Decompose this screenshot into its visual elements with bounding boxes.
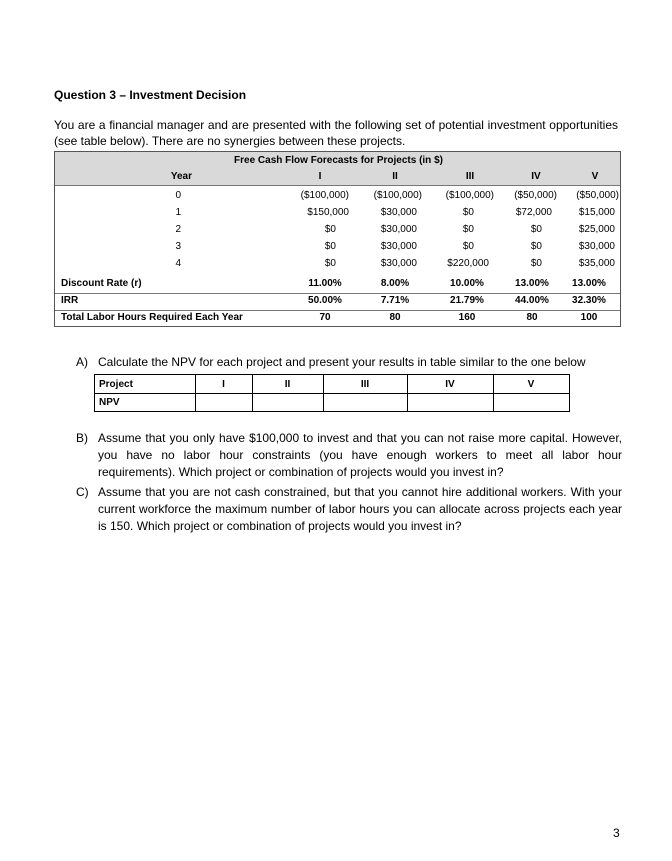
page-number: 3 (613, 826, 620, 840)
question-a-label: A) (76, 355, 88, 369)
cash-flow-cell: $30,000 (380, 241, 417, 252)
project-header: V (591, 171, 599, 182)
cash-flow-cell: ($50,000) (576, 190, 619, 201)
cash-flow-cell: $35,000 (578, 258, 615, 269)
question-b (76, 430, 622, 482)
npv-project-label: Project (99, 379, 133, 390)
year-label: 2 (175, 224, 181, 235)
year-label: 0 (175, 190, 181, 201)
cash-flow-cell: $0 (324, 258, 336, 269)
labor-hours-cell: 100 (580, 312, 598, 323)
npv-project-header: I (222, 379, 225, 390)
cash-flow-cell: $0 (530, 241, 542, 252)
question-c-text: Assume that you are not cash constrained, but that you cannot hire additional workers. With your current workforce the maximum number of labor hours you can allocate across projects each year is 150. Which project or combination of projects would you invest in? (98, 485, 622, 533)
question-b-label: B) (76, 431, 88, 445)
irr-cell: 7.71% (380, 295, 410, 306)
npv-table (94, 374, 570, 412)
year-label: 3 (175, 241, 181, 252)
cash-flow-cell: $0 (324, 224, 336, 235)
cash-flow-cell: ($50,000) (514, 190, 557, 201)
irr-cell: 44.00% (515, 295, 549, 306)
cash-flow-cell: $150,000 (307, 207, 349, 218)
year-header: Year (170, 171, 192, 182)
npv-project-header: IV (445, 379, 455, 390)
cash-flow-cell: $25,000 (578, 224, 615, 235)
project-header: II (392, 171, 398, 182)
project-header: III (465, 171, 475, 182)
question-c-label: C) (76, 485, 89, 499)
cash-flow-cell: $30,000 (578, 241, 615, 252)
cash-flow-cell: ($100,000) (300, 190, 349, 201)
cash-flow-cell: $30,000 (380, 258, 417, 269)
cash-flow-cell: ($100,000) (373, 190, 422, 201)
cash-flow-cell: $30,000 (380, 207, 417, 218)
npv-project-header: III (360, 379, 370, 390)
cash-flow-cell: $72,000 (515, 207, 552, 218)
labor-hours-cell: 80 (389, 312, 401, 323)
labor-hours-cell: 160 (458, 312, 476, 323)
discount-rate-cell: 13.00% (572, 278, 606, 289)
cash-flow-table (54, 151, 621, 327)
question-a-text: Calculate the NPV for each project and present your results in table similar to the one below (98, 355, 586, 369)
cash-flow-cell: $220,000 (447, 258, 489, 269)
irr-cell: 32.30% (572, 295, 606, 306)
npv-row-label: NPV (99, 397, 120, 408)
cash-flow-cell: $15,000 (578, 207, 615, 218)
labor-hours-cell: 70 (319, 312, 331, 323)
intro-paragraph: You are a financial manager and are presented with the following set of potential investment opportunities (see table below). There are no synergies between these projects. (54, 118, 618, 148)
labor-hours-label: Total Labor Hours Required Each Year (61, 312, 243, 323)
discount-rate-label: Discount Rate (r) (61, 278, 142, 289)
year-label: 4 (175, 258, 181, 269)
discount-rate-cell: 10.00% (450, 278, 484, 289)
project-header: I (318, 171, 322, 182)
discount-rate-cell: 11.00% (308, 278, 342, 289)
table-caption: Free Cash Flow Forecasts for Projects (in $) (234, 155, 443, 166)
discount-rate-cell: 13.00% (515, 278, 549, 289)
cash-flow-cell: ($100,000) (445, 190, 494, 201)
question-b-text: Assume that you only have $100,000 to invest and that you can not raise more capital. However, you have no labor hour constraints (you have enough workers to meet all labor hour requirements). Which project or combination of projects would you invest in? (98, 431, 622, 479)
cash-flow-cell: $0 (462, 224, 474, 235)
question-title: Question 3 – Investment Decision (54, 88, 247, 102)
cash-flow-cell: $0 (530, 224, 542, 235)
cash-flow-cell: $30,000 (380, 224, 417, 235)
year-label: 1 (175, 207, 181, 218)
cash-flow-cell: $0 (462, 241, 474, 252)
irr-cell: 21.79% (450, 295, 484, 306)
question-c (76, 484, 622, 536)
npv-project-header: V (527, 379, 535, 390)
cash-flow-cell: $0 (462, 207, 474, 218)
irr-label: IRR (61, 295, 79, 306)
irr-cell: 50.00% (308, 295, 342, 306)
cash-flow-cell: $0 (324, 241, 336, 252)
row-divider (95, 393, 569, 394)
npv-project-header: II (284, 379, 291, 390)
cash-flow-cell: $0 (530, 258, 542, 269)
labor-hours-cell: 80 (526, 312, 538, 323)
header-divider (55, 185, 620, 186)
question-a (76, 354, 626, 371)
project-header: IV (531, 171, 541, 182)
discount-rate-cell: 8.00% (380, 278, 410, 289)
